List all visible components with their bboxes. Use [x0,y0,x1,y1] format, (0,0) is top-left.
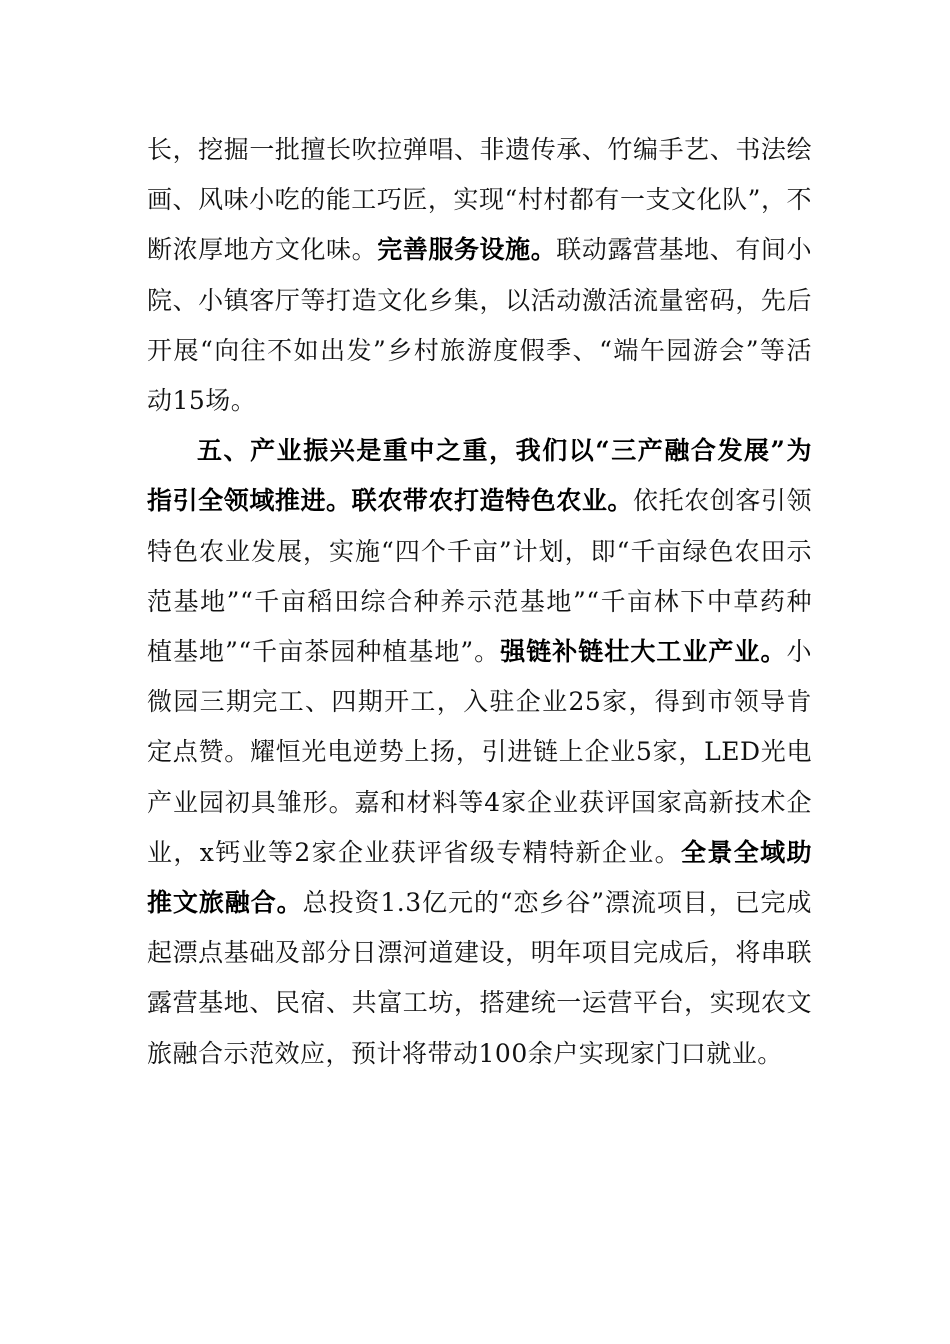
section-heading-five: 五、产业振兴是重中之重，我们以“三产融合发展”为指引全领域推进。 [147,436,812,516]
bold-heading-service-facilities: 完善服务设施。 [377,235,557,265]
bold-heading-tourism: 全景全域助推文旅融合。 [147,837,812,918]
text-segment: 长，挖掘一批擅长吹拉弹唱、非遗传承、竹编手艺、书法绘画、风味小吃的能工巧匠，实现“村村都有一支文化队”，不断浓厚地方文化味。 [147,135,812,265]
text-segment: 小微园三期完工、四期开工，入驻企业25家，得到市领导肯定点赞。耀恒光电逆势上扬，引进链上企业5家，LED光电产业园初具雏形。嘉和材料等4家企业获评国家高新技术企业，x钙业等2家企业获评省级专精特新企业。 [147,637,812,867]
text-segment: 总投资1.3亿元的“恋乡谷”漂流项目，已完成起漂点基础及部分日漂河道建设，明年项目完成后，将串联露营基地、民宿、共富工坊，搭建统一运营平台，实现农文旅融合示范效应，预计将带动100余户实现家门口就业。 [147,888,812,1068]
body-text [147,125,812,1079]
bold-heading-agriculture: 联农带农打造特色农业。 [351,486,634,516]
text-segment: 联动露营基地、有间小院、小镇客厅等打造文化乡集，以活动激活流量密码，先后开展“向往不如出发”乡村旅游度假季、“端午园游会”等活动15场。 [147,235,812,416]
text-segment: 依托农创客引领特色农业发展，实施“四个千亩”计划，即“千亩绿色农田示范基地”“千亩稻田综合种养示范基地”“千亩林下中草药种植基地”“千亩茶园种植基地”。 [147,486,812,667]
paragraph-culture [147,125,812,426]
bold-heading-industry: 强链补链壮大工业产业。 [500,637,787,667]
paragraph-industry [147,426,812,1079]
